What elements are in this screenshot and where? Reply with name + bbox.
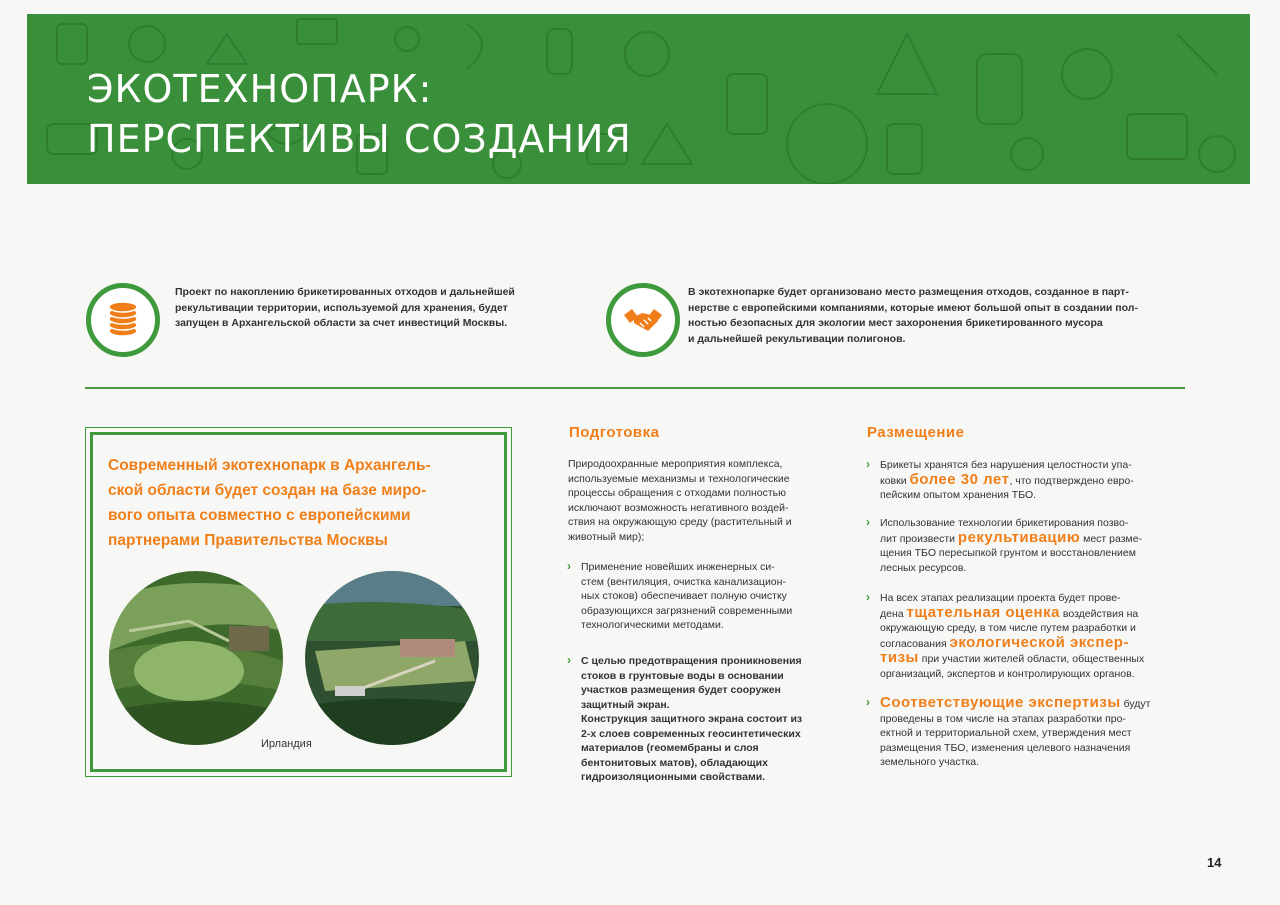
landfill-photo-2: [305, 571, 479, 745]
text-line: С целью предотвращения проникновения: [581, 655, 802, 667]
text-line: животный мир);: [568, 530, 645, 543]
highlight-recultivation: рекультивацию: [957, 528, 1081, 546]
intro-left-line: рекультивации территории, используемой для хранения, будет: [175, 301, 508, 314]
chevron-right-icon: ›: [567, 559, 571, 573]
intro-right-line: ностью безопасных для экологии мест захоронения брикетированного мусора: [688, 317, 1103, 329]
intro-left-line: Проект по накоплению брикетированных отходов и дальнейшей: [175, 286, 515, 298]
intro-right-line: и дальнейшей рекультивации полигонов.: [688, 332, 906, 345]
text-line: ных стоков) обеспечивает полную очистку: [581, 590, 787, 602]
intro-left-text: [175, 285, 575, 332]
text-line: технологическими методами.: [581, 619, 724, 631]
feature-statement: [108, 453, 488, 553]
feature-line: Современный экотехнопарк в Архангель-: [108, 457, 431, 474]
text-line: гидроизоляционными свойствами.: [581, 771, 766, 783]
placement-bullet-2: [866, 515, 1180, 575]
text-line: используемые механизмы и технологические: [568, 472, 790, 485]
text-line: образующихся загрязнений современными: [581, 604, 793, 617]
feature-line: вого опыта совместно с европейскими: [108, 507, 411, 524]
highlight-expertises: Соответствующие экспертизы: [880, 694, 1121, 711]
highlight-expertise: экологической экспер-: [949, 633, 1129, 651]
text-line: материалов (геомембраны и слоя: [581, 742, 759, 754]
text-line: размещения ТБО, изменения целевого назначения: [880, 741, 1131, 754]
chevron-right-icon: ›: [866, 457, 870, 471]
chevron-right-icon: ›: [866, 695, 870, 709]
text-line: пейским опытом хранения ТБО.: [880, 489, 1037, 501]
preparation-bullet-1: [567, 559, 841, 633]
text-line: Конструкция защитного экрана состоит из: [581, 713, 803, 725]
placement-bullet-3: [866, 590, 1185, 681]
preparation-heading: Подготовка: [569, 424, 660, 441]
intro-left-line: запущен в Архангельской области за счет инвестиций Москвы.: [175, 317, 508, 329]
text-line: защитный экран.: [581, 698, 670, 711]
text-line: стем (вентиляция, очистка канализацион-: [581, 575, 786, 588]
text-line: организаций, экспертов и контролирующих органов.: [880, 667, 1135, 680]
chevron-right-icon: ›: [866, 515, 870, 529]
text-line: процессы обращения с отходами полностью: [568, 487, 786, 499]
text-line: согласования экологической экспер-: [880, 633, 1129, 651]
feature-line: ской области будет создан на базе миро-: [108, 482, 427, 499]
text-line: Использование технологии брикетирования позво-: [880, 517, 1129, 529]
feature-box: [85, 427, 512, 777]
intro-right-text: [688, 285, 1188, 347]
text-line: участков размещения будет сооружен: [581, 684, 781, 696]
preparation-bullet-2: [567, 653, 841, 785]
text-line: ковки более 30 лет, что подтверждено евро-: [880, 470, 1134, 488]
section-divider: [85, 387, 1185, 389]
text-line: земельного участка.: [880, 756, 980, 768]
page-title: [87, 64, 632, 164]
text-line: 2-х слоев современных геосинтетических: [581, 727, 801, 740]
title-line-1: ЭКОТЕХНОПАРК:: [87, 67, 433, 111]
highlight-duration: более 30 лет: [909, 470, 1010, 488]
text-line: окружающую среду, в том числе путем разработки и: [880, 622, 1136, 634]
placement-heading: Размещение: [867, 424, 965, 441]
text-line: исключают возможность негативного воздей-: [568, 501, 789, 514]
handshake-icon: [606, 283, 680, 357]
header-banner: [27, 14, 1250, 184]
text-line: Применение новейших инженерных си-: [581, 561, 775, 573]
text-line: На всех этапах реализации проекта будет прове-: [880, 592, 1121, 604]
intro-right-line: нерстве с европейскими компаниями, которые имеют большой опыт в создании пол-: [688, 301, 1138, 314]
feature-line: партнерами Правительства Москвы: [108, 532, 388, 549]
text-line: ствия на окружающую среду (растительный и: [568, 516, 792, 528]
coin-stack-icon: [86, 283, 160, 357]
text-line: бентонитовых матов), обладающих: [581, 756, 768, 769]
chevron-right-icon: ›: [866, 590, 870, 604]
highlight-assessment: тщательная оценка: [906, 603, 1060, 621]
text-line: лит произвести рекультивацию мест разме-: [880, 528, 1143, 546]
text-line: лесных ресурсов.: [880, 561, 967, 574]
text-line: Природоохранные мероприятия комплекса,: [568, 458, 783, 470]
text-line: Брикеты хранятся без нарушения целостности упа-: [880, 459, 1132, 471]
placement-bullet-1: [866, 457, 1180, 503]
intro-right-line: В экотехнопарке будет организовано место размещения отходов, созданное в парт-: [688, 286, 1129, 298]
text-line: проведены в том числе на этапах разработки про-: [880, 712, 1126, 725]
chevron-right-icon: ›: [567, 653, 571, 667]
landfill-photo-1: [109, 571, 283, 745]
text-line: тизы при участии жителей области, общественных: [880, 649, 1145, 666]
page-number: 14: [1207, 855, 1222, 870]
text-line: Соответствующие экспертизы будут: [880, 694, 1151, 711]
placement-bullet-4: [866, 694, 1185, 770]
preparation-paragraph: [568, 457, 838, 544]
highlight-expertise-end: тизы: [880, 649, 919, 666]
title-line-2: ПЕРСПЕКТИВЫ СОЗДАНИЯ: [87, 117, 632, 161]
text-line: дена тщательная оценка воздействия на: [880, 603, 1139, 621]
text-line: щения ТБО пересыпкой грунтом и восстановлением: [880, 547, 1136, 559]
text-line: ектной и территориальной схем, утверждения мест: [880, 727, 1132, 739]
photo-caption: Ирландия: [261, 738, 312, 750]
text-line: стоков в грунтовые воды в основании: [581, 669, 784, 682]
